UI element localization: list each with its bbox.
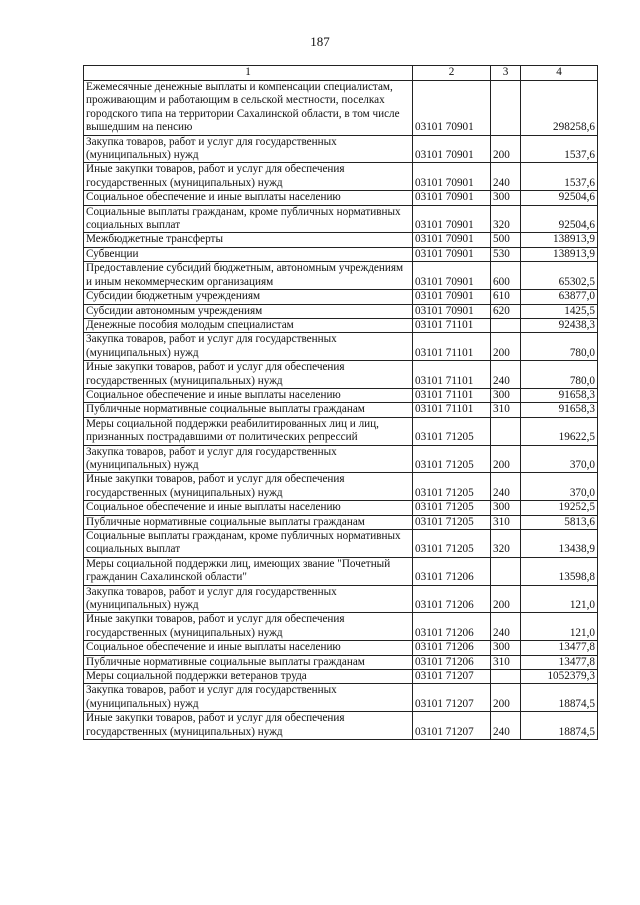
row-code-cell: 03101 71205 bbox=[413, 473, 491, 501]
row-code-cell: 03101 71206 bbox=[413, 557, 491, 585]
row-name-cell: Социальное обеспечение и иные выплаты населению bbox=[84, 388, 413, 402]
row-amount-cell: 370,0 bbox=[521, 473, 598, 501]
row-type-cell: 240 bbox=[491, 712, 521, 740]
row-amount-cell: 18874,5 bbox=[521, 684, 598, 712]
table-row bbox=[84, 641, 598, 655]
row-code-cell: 03101 70901 bbox=[413, 163, 491, 191]
table-row bbox=[84, 333, 598, 361]
row-amount-cell: 780,0 bbox=[521, 361, 598, 389]
row-code-cell: 03101 71101 bbox=[413, 388, 491, 402]
row-code-cell: 03101 71206 bbox=[413, 655, 491, 669]
row-amount-cell: 780,0 bbox=[521, 333, 598, 361]
table-row bbox=[84, 445, 598, 473]
row-amount-cell: 13477,8 bbox=[521, 641, 598, 655]
row-type-cell bbox=[491, 557, 521, 585]
row-type-cell bbox=[491, 81, 521, 136]
row-amount-cell: 1537,6 bbox=[521, 135, 598, 163]
row-amount-cell: 121,0 bbox=[521, 585, 598, 613]
row-name-cell: Денежные пособия молодым специалистам bbox=[84, 318, 413, 332]
row-name-cell: Межбюджетные трансферты bbox=[84, 233, 413, 247]
row-type-cell: 310 bbox=[491, 515, 521, 529]
row-code-cell: 03101 71206 bbox=[413, 585, 491, 613]
table-header-row bbox=[84, 66, 598, 81]
row-amount-cell: 1052379,3 bbox=[521, 670, 598, 684]
row-amount-cell: 19252,5 bbox=[521, 501, 598, 515]
budget-table bbox=[83, 65, 598, 740]
row-code-cell: 03101 71205 bbox=[413, 417, 491, 445]
table-row bbox=[84, 304, 598, 318]
row-name-cell: Иные закупки товаров, работ и услуг для обеспечения государственных (муниципальных) нужд bbox=[84, 473, 413, 501]
row-name-cell: Меры социальной поддержки реабилитированных лиц и лиц, признанных пострадавшими от политических репрессий bbox=[84, 417, 413, 445]
row-amount-cell: 13438,9 bbox=[521, 530, 598, 558]
row-amount-cell: 91658,3 bbox=[521, 403, 598, 417]
row-name-cell: Меры социальной поддержки ветеранов труда bbox=[84, 670, 413, 684]
row-type-cell: 310 bbox=[491, 403, 521, 417]
row-amount-cell: 92438,3 bbox=[521, 318, 598, 332]
row-amount-cell: 370,0 bbox=[521, 445, 598, 473]
row-code-cell: 03101 71101 bbox=[413, 403, 491, 417]
row-amount-cell: 121,0 bbox=[521, 613, 598, 641]
row-type-cell: 240 bbox=[491, 361, 521, 389]
row-code-cell: 03101 71205 bbox=[413, 515, 491, 529]
row-name-cell: Социальные выплаты гражданам, кроме публичных нормативных социальных выплат bbox=[84, 530, 413, 558]
row-code-cell: 03101 70901 bbox=[413, 81, 491, 136]
row-type-cell: 240 bbox=[491, 473, 521, 501]
row-name-cell: Субсидии автономным учреждениям bbox=[84, 304, 413, 318]
row-amount-cell: 138913,9 bbox=[521, 247, 598, 261]
table-row bbox=[84, 191, 598, 205]
row-amount-cell: 13598,8 bbox=[521, 557, 598, 585]
row-name-cell: Социальное обеспечение и иные выплаты населению bbox=[84, 641, 413, 655]
row-name-cell: Субсидии бюджетным учреждениям bbox=[84, 290, 413, 304]
row-code-cell: 03101 71207 bbox=[413, 670, 491, 684]
row-type-cell: 300 bbox=[491, 388, 521, 402]
column-header: 3 bbox=[491, 66, 521, 81]
table-row bbox=[84, 473, 598, 501]
row-code-cell: 03101 71207 bbox=[413, 712, 491, 740]
row-type-cell: 240 bbox=[491, 613, 521, 641]
row-type-cell: 300 bbox=[491, 501, 521, 515]
table-row bbox=[84, 417, 598, 445]
row-amount-cell: 92504,6 bbox=[521, 205, 598, 233]
row-name-cell: Публичные нормативные социальные выплаты гражданам bbox=[84, 655, 413, 669]
row-amount-cell: 18874,5 bbox=[521, 712, 598, 740]
row-amount-cell: 13477,8 bbox=[521, 655, 598, 669]
column-header: 2 bbox=[413, 66, 491, 81]
row-code-cell: 03101 70901 bbox=[413, 233, 491, 247]
row-name-cell: Предоставление субсидий бюджетным, автономным учреждениям и иным некоммерческим организациям bbox=[84, 262, 413, 290]
row-amount-cell: 5813,6 bbox=[521, 515, 598, 529]
table-row bbox=[84, 515, 598, 529]
row-type-cell: 600 bbox=[491, 262, 521, 290]
row-type-cell: 500 bbox=[491, 233, 521, 247]
row-code-cell: 03101 71205 bbox=[413, 445, 491, 473]
column-header: 4 bbox=[521, 66, 598, 81]
table-row bbox=[84, 361, 598, 389]
row-code-cell: 03101 71101 bbox=[413, 333, 491, 361]
row-code-cell: 03101 70901 bbox=[413, 262, 491, 290]
row-type-cell: 620 bbox=[491, 304, 521, 318]
row-type-cell: 320 bbox=[491, 205, 521, 233]
row-code-cell: 03101 71101 bbox=[413, 318, 491, 332]
table-row bbox=[84, 501, 598, 515]
row-amount-cell: 298258,6 bbox=[521, 81, 598, 136]
row-code-cell: 03101 71101 bbox=[413, 361, 491, 389]
row-type-cell: 240 bbox=[491, 163, 521, 191]
table-row bbox=[84, 205, 598, 233]
row-type-cell bbox=[491, 670, 521, 684]
row-type-cell: 200 bbox=[491, 135, 521, 163]
table-row bbox=[84, 388, 598, 402]
row-name-cell: Социальные выплаты гражданам, кроме публичных нормативных социальных выплат bbox=[84, 205, 413, 233]
row-name-cell: Закупка товаров, работ и услуг для государственных (муниципальных) нужд bbox=[84, 585, 413, 613]
row-name-cell: Иные закупки товаров, работ и услуг для обеспечения государственных (муниципальных) нужд bbox=[84, 163, 413, 191]
row-type-cell bbox=[491, 318, 521, 332]
row-name-cell: Публичные нормативные социальные выплаты гражданам bbox=[84, 515, 413, 529]
row-amount-cell: 138913,9 bbox=[521, 233, 598, 247]
table-row bbox=[84, 613, 598, 641]
table-row bbox=[84, 585, 598, 613]
row-type-cell: 300 bbox=[491, 641, 521, 655]
row-name-cell: Иные закупки товаров, работ и услуг для обеспечения государственных (муниципальных) нужд bbox=[84, 613, 413, 641]
row-name-cell: Закупка товаров, работ и услуг для государственных (муниципальных) нужд bbox=[84, 135, 413, 163]
row-code-cell: 03101 70901 bbox=[413, 205, 491, 233]
row-name-cell: Социальное обеспечение и иные выплаты населению bbox=[84, 501, 413, 515]
table-row bbox=[84, 557, 598, 585]
row-code-cell: 03101 71205 bbox=[413, 530, 491, 558]
row-amount-cell: 92504,6 bbox=[521, 191, 598, 205]
row-type-cell: 200 bbox=[491, 445, 521, 473]
row-type-cell: 200 bbox=[491, 333, 521, 361]
row-code-cell: 03101 70901 bbox=[413, 135, 491, 163]
table-row bbox=[84, 655, 598, 669]
row-name-cell: Иные закупки товаров, работ и услуг для обеспечения государственных (муниципальных) нужд bbox=[84, 712, 413, 740]
table-row bbox=[84, 403, 598, 417]
row-code-cell: 03101 70901 bbox=[413, 290, 491, 304]
table-row bbox=[84, 290, 598, 304]
row-type-cell: 200 bbox=[491, 684, 521, 712]
row-code-cell: 03101 70901 bbox=[413, 191, 491, 205]
row-amount-cell: 65302,5 bbox=[521, 262, 598, 290]
row-code-cell: 03101 71206 bbox=[413, 641, 491, 655]
table-row bbox=[84, 247, 598, 261]
table-row bbox=[84, 163, 598, 191]
row-type-cell: 530 bbox=[491, 247, 521, 261]
row-name-cell: Ежемесячные денежные выплаты и компенсации специалистам, проживающим и работающим в сельской местности, поселках городского типа на территории Сахалинской области, в том числе вышедшим на пенсию bbox=[84, 81, 413, 136]
table-row bbox=[84, 262, 598, 290]
row-amount-cell: 91658,3 bbox=[521, 388, 598, 402]
row-amount-cell: 19622,5 bbox=[521, 417, 598, 445]
row-type-cell: 300 bbox=[491, 191, 521, 205]
row-code-cell: 03101 70901 bbox=[413, 247, 491, 261]
row-name-cell: Иные закупки товаров, работ и услуг для обеспечения государственных (муниципальных) нужд bbox=[84, 361, 413, 389]
row-amount-cell: 1537,6 bbox=[521, 163, 598, 191]
table-row bbox=[84, 233, 598, 247]
row-name-cell: Меры социальной поддержки лиц, имеющих звание "Почетный гражданин Сахалинской области" bbox=[84, 557, 413, 585]
row-amount-cell: 1425,5 bbox=[521, 304, 598, 318]
table-row bbox=[84, 81, 598, 136]
row-code-cell: 03101 71207 bbox=[413, 684, 491, 712]
table-row bbox=[84, 530, 598, 558]
table-row bbox=[84, 670, 598, 684]
row-name-cell: Закупка товаров, работ и услуг для государственных (муниципальных) нужд bbox=[84, 684, 413, 712]
row-name-cell: Субвенции bbox=[84, 247, 413, 261]
row-code-cell: 03101 71205 bbox=[413, 501, 491, 515]
row-amount-cell: 63877,0 bbox=[521, 290, 598, 304]
row-type-cell bbox=[491, 417, 521, 445]
page-number: 187 bbox=[310, 34, 330, 49]
row-name-cell: Закупка товаров, работ и услуг для государственных (муниципальных) нужд bbox=[84, 333, 413, 361]
row-code-cell: 03101 71206 bbox=[413, 613, 491, 641]
table-row bbox=[84, 712, 598, 740]
row-name-cell: Публичные нормативные социальные выплаты гражданам bbox=[84, 403, 413, 417]
row-type-cell: 610 bbox=[491, 290, 521, 304]
row-code-cell: 03101 70901 bbox=[413, 304, 491, 318]
row-name-cell: Социальное обеспечение и иные выплаты населению bbox=[84, 191, 413, 205]
row-type-cell: 320 bbox=[491, 530, 521, 558]
table-row bbox=[84, 135, 598, 163]
row-type-cell: 310 bbox=[491, 655, 521, 669]
table-row bbox=[84, 318, 598, 332]
row-name-cell: Закупка товаров, работ и услуг для государственных (муниципальных) нужд bbox=[84, 445, 413, 473]
row-type-cell: 200 bbox=[491, 585, 521, 613]
column-header: 1 bbox=[84, 66, 413, 81]
table-row bbox=[84, 684, 598, 712]
